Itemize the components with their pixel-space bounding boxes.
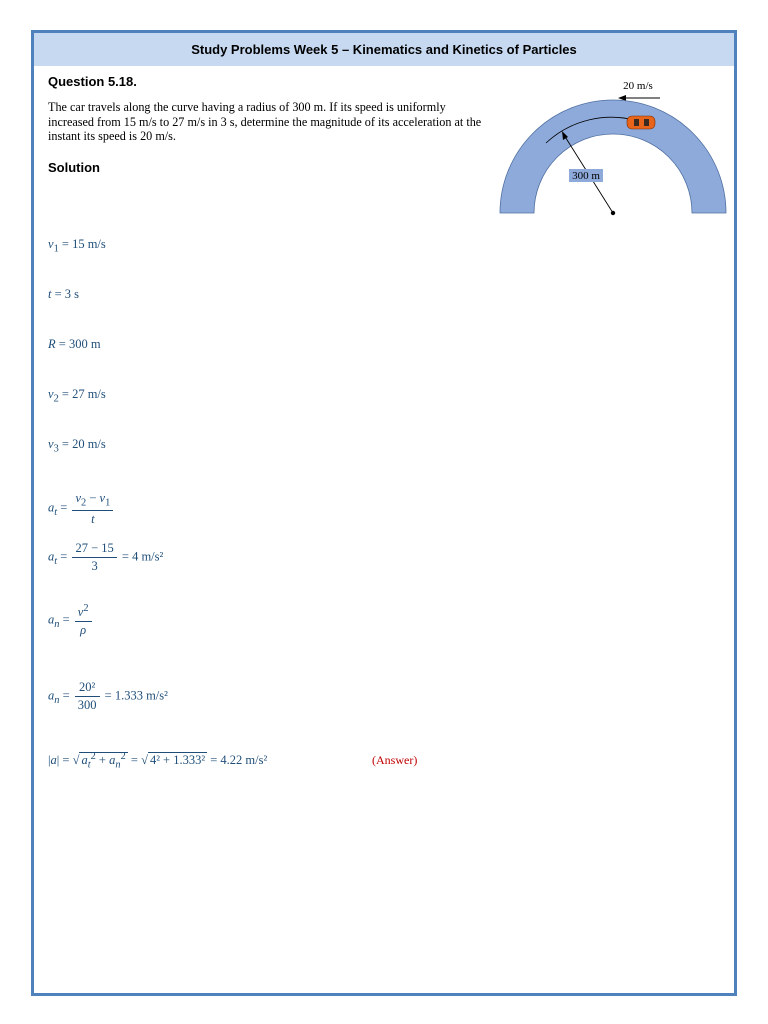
eq-v1: $v_1 = 15$ m/s [48, 237, 106, 255]
curve-diagram [496, 73, 732, 223]
question-statement: The car travels along the curve having a radius of 300 m. If its speed is uniformly increased from 15 m/s to 27 m/s in 3 s, determine the magnitude of its acceleration at the instant its speed is 20 m/s. [48, 100, 482, 143]
eq-a-magnitude: |a| = √ $a_t^2 + a_n^2$ = √ 4² + 1.333² = 4.22 m/s² [48, 751, 268, 771]
question-title: Question 5.18. [48, 74, 137, 89]
page-frame [31, 30, 737, 996]
curve-figure [496, 73, 732, 228]
eq-an-formula: $a_n$ = $\frac{v^2}{\rho}$ [48, 603, 94, 638]
eq-t: t = 3 s [48, 287, 80, 301]
eq-R: R = 300 m [48, 337, 101, 351]
speed-label: 20 m/s [623, 80, 653, 92]
radius-label: 300 m [572, 170, 600, 182]
eq-an-value: $a_n$ = $\frac{\text{20²}}{300}$ = 1.333 m/s² [48, 680, 168, 712]
center-point [611, 211, 615, 215]
eq-at-formula: $a_t$ = $\frac{v_2 - v_1}{t}$ [48, 491, 115, 527]
page-header: Study Problems Week 5 – Kinematics and Kinetics of Particles [34, 33, 734, 66]
eq-v3: $v_3 = 20$ m/s [48, 437, 106, 455]
solution-title: Solution [48, 160, 100, 175]
car-icon [627, 116, 655, 129]
eq-at-value: $a_t$ = $\frac{27 - 15}{3}$ = 4 m/s² [48, 541, 164, 573]
eq-v2: $v_2 = 27$ m/s [48, 387, 106, 405]
answer-label: (Answer) [372, 753, 418, 767]
